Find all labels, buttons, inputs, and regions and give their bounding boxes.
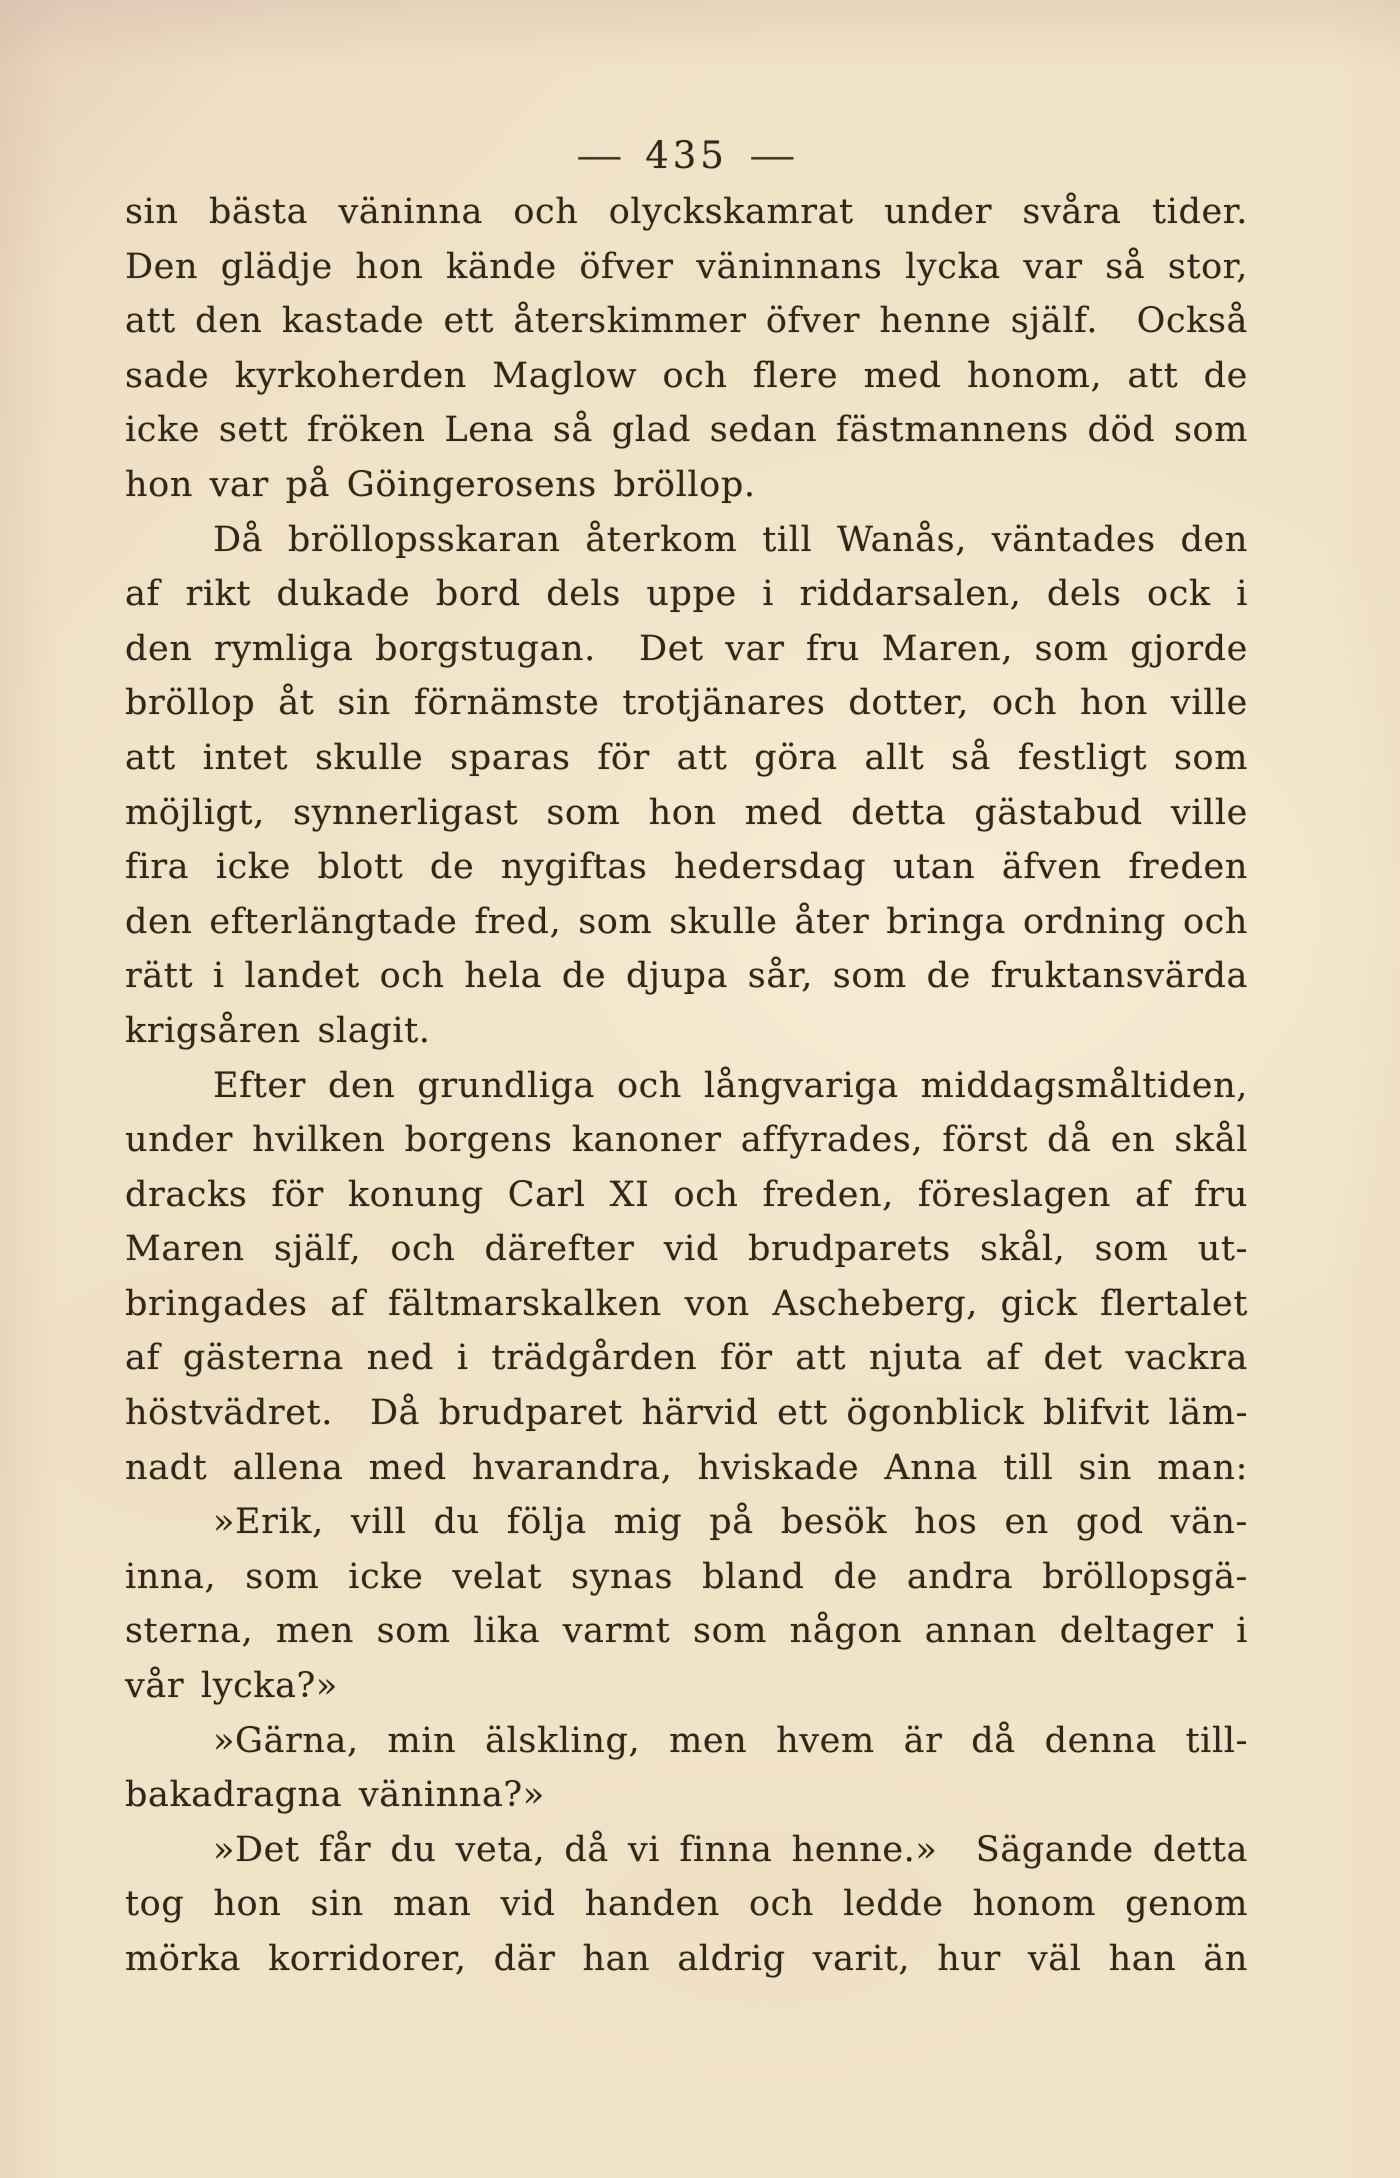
- text-line: bakadragna väninna?»: [125, 1775, 545, 1816]
- text-line: nadt allena med hvarandra, hviskade Anna till sin man:: [125, 1447, 1248, 1488]
- text-line: icke sett fröken Lena så glad sedan fästmannens död som: [125, 410, 1248, 451]
- header-dash-right: —: [749, 134, 797, 177]
- text-line: rätt i landet och hela de djupa sår, som de fruktansvärda: [125, 956, 1248, 997]
- page-number: 435: [645, 134, 728, 177]
- text-line: Den glädje hon kände öfver väninnans lycka var så stor,: [125, 246, 1248, 287]
- text-line: under hvilken borgens kanoner affyrades, först då en skål: [125, 1120, 1248, 1161]
- text-line: mörka korridorer, där han aldrig varit, hur väl han än: [125, 1939, 1248, 1979]
- text-line: vår lycka?»: [125, 1666, 338, 1707]
- text-line: tog hon sin man vid handen och ledde honom genom: [125, 1884, 1248, 1925]
- text-line: den efterlängtade fred, som skulle åter bringa ordning och: [125, 901, 1248, 942]
- text-line: Efter den grundliga och långvariga middagsmåltiden,: [213, 1065, 1248, 1106]
- text-line: Maren själf, och därefter vid brudparets skål, som ut-: [125, 1229, 1248, 1270]
- text-line: dracks för konung Carl XI och freden, föreslagen af fru: [125, 1174, 1248, 1215]
- text-line: Då bröllopsskaran återkom till Wanås, väntades den: [213, 519, 1248, 560]
- text-line: hon var på Göingerosens bröllop.: [125, 464, 756, 505]
- text-line: fira icke blott de nygiftas hedersdag utan äfven freden: [125, 847, 1248, 888]
- text-line: bröllop åt sin förnämste trotjänares dotter, och hon ville: [125, 683, 1248, 724]
- text-line: möjligt, synnerligast som hon med detta gästabud ville: [125, 792, 1248, 833]
- text-line: »Det får du veta, då vi finna henne.» Sägande detta: [213, 1829, 1248, 1870]
- text-line: sade kyrkoherden Maglow och flere med honom, att de: [125, 355, 1248, 396]
- text-line: krigsåren slagit.: [125, 1010, 431, 1051]
- text-line: höstvädret. Då brudparet härvid ett ögonblick blifvit läm-: [125, 1393, 1248, 1434]
- page-number-header: [125, 134, 1248, 178]
- page-text: [125, 185, 1248, 1987]
- text-line: sterna, men som lika varmt som någon annan deltager i: [125, 1611, 1248, 1652]
- text-line: »Gärna, min älskling, men hvem är då denna till-: [213, 1720, 1248, 1761]
- text-line: att den kastade ett återskimmer öfver henne själf. Också: [125, 301, 1248, 342]
- text-line: inna, som icke velat synas bland de andra bröllopsgä-: [125, 1556, 1248, 1597]
- text-line: bringades af fältmarskalken von Ascheberg, gick flertalet: [125, 1283, 1248, 1324]
- text-line: den rymliga borgstugan. Det var fru Maren, som gjorde: [125, 628, 1248, 669]
- text-line: sin bästa väninna och olyckskamrat under svåra tider.: [125, 192, 1248, 232]
- text-line: af gästerna ned i trädgården för att njuta af det vackra: [125, 1338, 1248, 1379]
- header-dash-left: —: [576, 134, 624, 177]
- text-line: att intet skulle sparas för att göra allt så festligt som: [125, 737, 1248, 778]
- text-line: af rikt dukade bord dels uppe i riddarsalen, dels ock i: [125, 574, 1248, 615]
- text-line: »Erik, vill du följa mig på besök hos en god vän-: [213, 1502, 1248, 1543]
